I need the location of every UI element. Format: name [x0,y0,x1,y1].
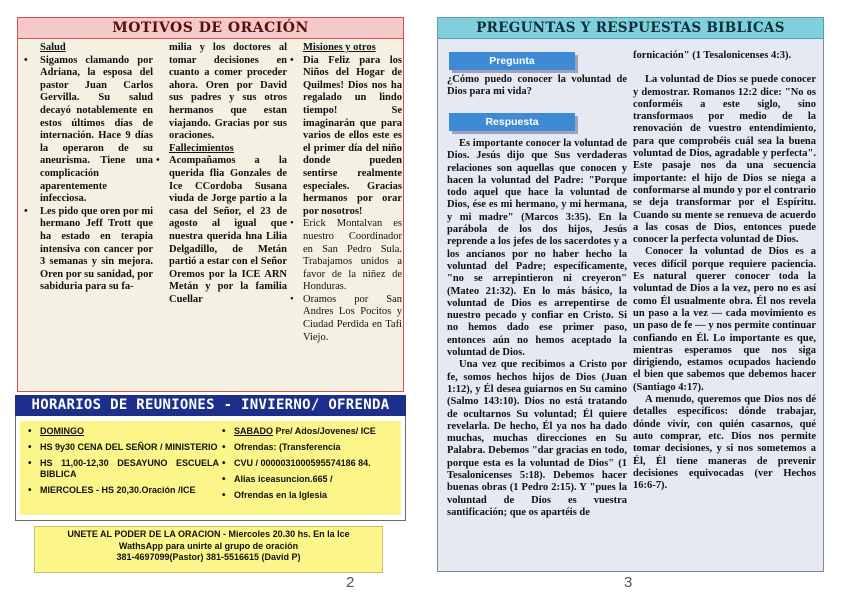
salud-heading: Salud [40,42,66,53]
domingo-label: • DOMINGO [26,426,219,437]
offering-alias: • Alias iceasuncion.665 / [220,474,400,485]
answer-column-1 [447,138,627,519]
bible-qa-title: PREGUNTAS Y RESPUESTAS BIBLICAS [437,17,824,39]
misiones-item-1: • Dia Feliz para los Niños del Hogar de Quilmes! Dios nos ha regalado un lindo tiempo! Se imaginarán que para varios de ellos este es el primer día del niño donde pueden sentirse realmente especiales. Gracias hermanos por orar por nosotros! [288,55,402,219]
offering-cvu: • CVU / 0000031000595574186 84. [220,458,400,469]
offering-in-church: • Ofrendas en la Iglesia [220,490,400,501]
answer-paragraph-2-end: fornicación" (1 Tesalonicenses 4:3). [633,50,792,61]
prayer-group-line-3: 381-4697099(Pastor) 381-5516615 (David P) [116,552,301,563]
meeting-schedule-panel [20,421,401,515]
prayer-column-1 [22,42,153,294]
answer-tag: Respuesta [449,113,575,131]
prayer-group-banner [34,526,383,573]
prayer-column-2 [154,42,287,306]
answer-paragraph-3: La voluntad de Dios se puede conocer y demostrar. Romanos 12:2 dice: "No os conforméis a este siglo, sino transformaos por medio de la renovación de vuestro entendimiento, para que comprobéis cuál sea la buena voluntad de Dios, agradable y perfecta". Este pasaje nos da una secuencia importante: el hijo de Dios se niega a conformarse al mundo y por el contrario se deja transformar por el Espíritu. Cuando su mente se renueva de acuerdo a las cosas de Dios, entonces puede conocer la perfecta voluntad de Dios. [633,74,816,246]
page-number-left: 2 [346,574,355,591]
schedule-item-desayuno: • HS 11,00-12,30 DESAYUNO ESCUELA BIBLICA [26,458,219,480]
question-tag: Pregunta [449,52,575,70]
schedule-column-1 [26,426,219,501]
fallecimientos-item-1: • Acompañamos a la querida flia Gonzales de Ice CCordoba Susana viuda de Jorge partio a la casa del Señor, el 23 de agosto al igual que nuestra querida hna Lilia Delgadillo, de Metán partió a estar con el Señor Oremos por la ICE ARN Metán y por la familia Cuellar [154,155,287,306]
answer-paragraph-4: Conocer la voluntad de Dios es a veces difícil porque requiere paciencia. Es natural querer conocer toda la voluntad de Dios a la vez, pero no es así como Él usualmente obra. Él nos revela un paso a la vez — cada movimiento es un paso de fe — y nos permite continuar confiando en Él. Lo importante es que, mientras esperamos que nos siga dirigiendo, estamos ocupados haciendo el bien que sabemos que debemos hacer (Santiago 4:17). [633,246,816,393]
offering-transfer: • Ofrendas: (Transferencia [220,442,400,453]
salud-item-2-continuation: milia y los doctores al tomar decisiones en cuanto a comer proceder ahora. Oren por David sus padres y sus otros hermanos que estan viajando. Gracias por sus oraciones. [169,42,287,142]
prayer-motives-title: MOTIVOS DE ORACIÓN [17,17,404,39]
prayer-group-line-2: WathsApp para unirte al grupo de oración [118,540,299,551]
prayer-group-line-1: UNETE AL PODER DE LA ORACION - Miercoles 20.30 hs. En la Ice [67,529,350,539]
answer-paragraph-1: Es importante conocer la voluntad de Dios. Jesús dijo que Sus verdaderas relaciones son aquellas que conocen y hacen la voluntad del Padre: "Porque todo aquel que hace la voluntad de Dios, ése es mi hermano, y mi hermana, y mi madre" (Marcos 3:35). En la parábola de los dos hijos, Jesús reprende a los jefes de los sacerdotes y a los ancianos por no haber hecho la voluntad del Padre; específicamente, "no se arrepintieron ni creyeron" (Mateo 21:32). En lo más básico, la voluntad de Dios es arrepentirse de nuestro pecado y confiar en Cristo. Si no hemos dado ese primer paso, entonces aún no hemos aceptado la voluntad de Dios. [447,138,627,359]
meeting-schedule-title: HORARIOS DE REUNIONES - INVIERNO/ OFRENDA [15,395,406,416]
bible-qa-box [437,39,824,572]
salud-item-2: • Les pido que oren por mi hermano Jeff Trott que ha estado en terapia intensiva con cancer por 3 semanas y sin mejora. Oren por su sanidad, por sabiduria para su fa- [22,206,153,294]
meeting-schedule-box [15,416,406,521]
schedule-item-miercoles: • MIERCOLES - HS 20,30.Oración /ICE [26,485,219,496]
salud-item-1: • Sigamos clamando por Adriana, la esposa del pastor Juan Carlos Gervilla. Su salud decayó notablemente en estos últimos días de internación. Hace 9 días la operaron de su aneurisma. Tiene una complicación aparentemente infecciosa. [22,55,153,206]
fallecimientos-heading: Fallecimientos [169,142,234,154]
prayer-column-3 [288,42,402,344]
misiones-heading: Misiones y otros [303,42,376,53]
question-text: ¿Cómo puedo conocer la voluntad de Dios para mi vida? [447,74,627,98]
schedule-item-cena: • HS 9y30 CENA DEL SEÑOR / MINISTERIO [26,442,219,453]
answer-column-2 [633,50,816,492]
schedule-item-sabado: • SABADO Pre/ Ados/Jovenes/ ICE [220,426,400,437]
prayer-motives-box [17,39,404,392]
misiones-item-2: • Erick Montalvan es nuestro Coordinador en San Pedro Sula. Trabajamos unidos a favor de la niñez de Honduras. [288,218,402,294]
misiones-item-3: • Oramos por San Andres Los Pocitos y Ciudad Perdida en Tafi Viejo. [288,294,402,344]
answer-paragraph-2: Una vez que recibimos a Cristo por fe, somos hechos hijos de Dios (Juan 1:12), y Él desea guiarnos en Su camino (Salmo 143:10). Dios no está tratando de ocultarnos Su voluntad; Él quiere revelarla. De hecho, Él ya nos ha dado muchas, muchas direcciones en Su Palabra. Debemos "dar gracias en todo, porque esta es la voluntad de Dios" (1 Tesalonicenses 5:18). Debemos hacer buenas obras (1 Pedro 2:15). Y "pues la voluntad de Dios es vuestra santificación; que os apartéis de [447,359,627,518]
page-number-right: 3 [624,574,633,591]
answer-paragraph-5: A menudo, queremos que Dios nos dé detalles específicos: dónde trabajar, dónde vivir, con quién casarnos, qué auto comprar, etc. Dios nos permite tomar decisiones, y si nos sometemos a Él, Él tiene maneras de prevenir decisiones equivocadas (ver Hechos 16:6-7). [633,394,816,492]
schedule-column-2 [220,426,400,506]
